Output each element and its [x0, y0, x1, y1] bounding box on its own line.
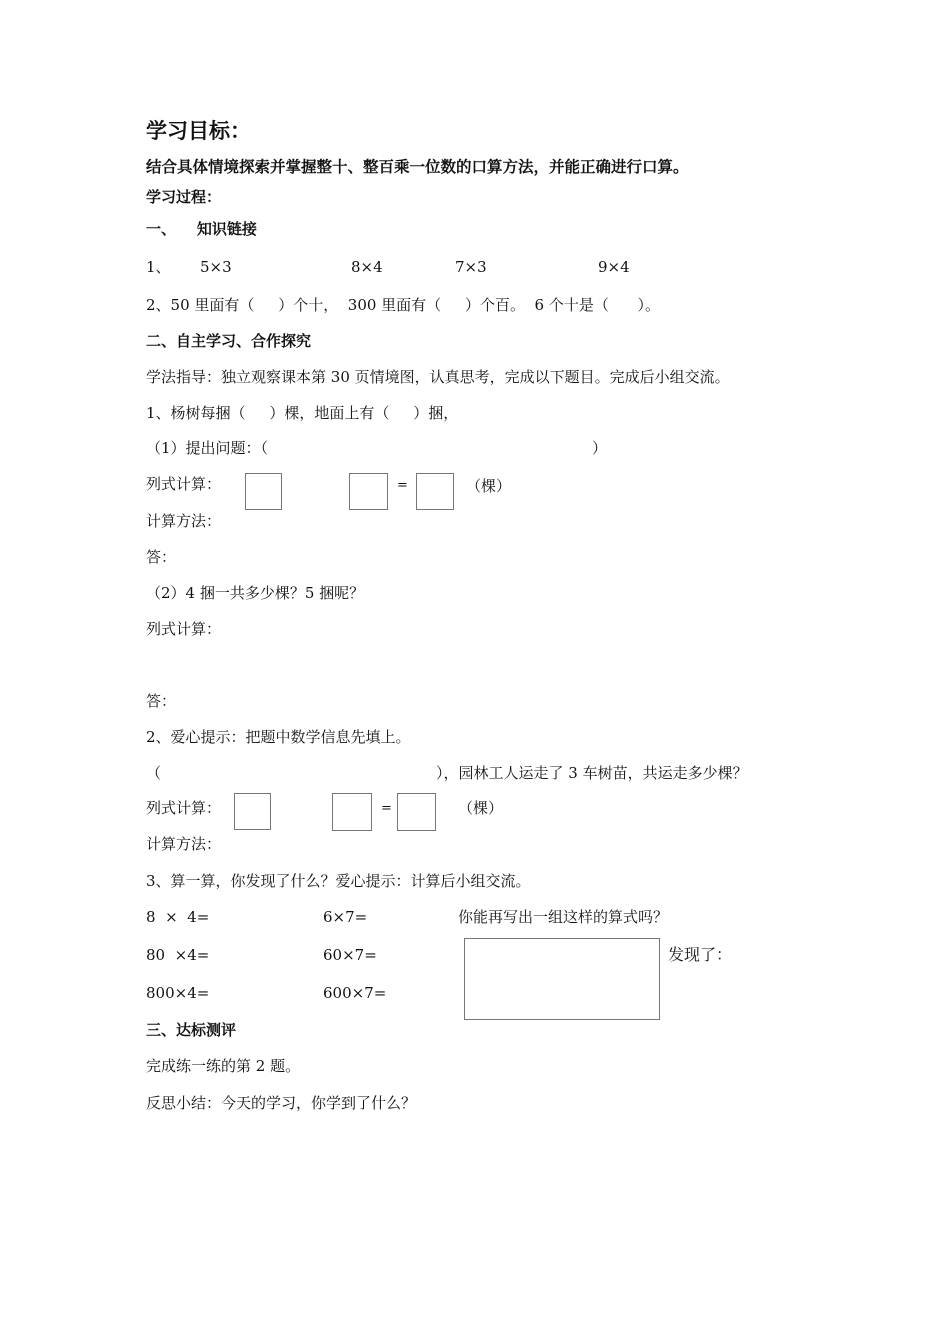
- found-label: 发现了：: [668, 945, 733, 964]
- write-prompt: 你能再写出一组这样的算式吗？: [458, 908, 669, 926]
- q1-item: 9×4: [598, 258, 630, 276]
- problem2-intro: 2、爱心提示：把题中数学信息先填上。: [146, 728, 411, 746]
- problem2-text: ），园林工人运走了 3 车树苗，共运走多少棵？: [436, 764, 748, 782]
- problem3-intro: 3、算一算，你发现了什么？爱心提示：计算后小组交流。: [146, 872, 531, 890]
- reflection-prompt: 反思小结：今天的学习，你学到了什么？: [146, 1094, 417, 1112]
- answer-box[interactable]: [397, 793, 436, 831]
- calc-label: 列式计算：: [146, 620, 222, 638]
- calc-item: 6×7=: [323, 908, 368, 926]
- answer-box[interactable]: [416, 473, 454, 510]
- answer-box[interactable]: [332, 793, 372, 831]
- calc-item: 800×4=: [146, 984, 210, 1002]
- calc-item: 600×7=: [323, 984, 387, 1002]
- equals-sign: =: [397, 478, 408, 493]
- problem1-question1: （1）提出问题：（: [146, 439, 269, 457]
- unit-label: （棵）: [458, 799, 504, 817]
- section3-heading: 三、达标测评: [146, 1021, 237, 1039]
- answer-box[interactable]: [349, 473, 388, 510]
- q1-item: 5×3: [200, 258, 232, 276]
- q1-item: 7×3: [455, 258, 487, 276]
- practice-task: 完成练一练的第 2 题。: [146, 1057, 301, 1075]
- answer-box[interactable]: [234, 793, 271, 830]
- q1-item: 8×4: [351, 258, 383, 276]
- calc-label: 列式计算：: [146, 475, 222, 493]
- answer-label: 答：: [146, 548, 177, 566]
- calc-item: 60×7=: [323, 946, 377, 964]
- learning-objective: 结合具体情境探索并掌握整十、整百乘一位数的口算方法，并能正确进行口算。: [146, 158, 689, 176]
- method-label: 计算方法：: [146, 835, 222, 853]
- section2-heading: 二、自主学习、合作探究: [146, 332, 312, 350]
- process-heading: 学习过程：: [146, 188, 222, 206]
- q1-label: 1、: [146, 258, 171, 276]
- calc-label: 列式计算：: [146, 799, 222, 817]
- unit-label: （棵）: [466, 477, 512, 495]
- q2-text: 2、50 里面有（ ）个十， 300 里面有（ ）个百。 6 个十是（ ）。: [146, 296, 660, 314]
- equals-sign: =: [381, 801, 392, 816]
- write-box[interactable]: [464, 938, 660, 1020]
- problem1-question2: （2）4 捆一共多少棵？5 捆呢？: [146, 584, 365, 602]
- answer-label: 答：: [146, 692, 177, 710]
- calc-item: 8 × 4=: [146, 908, 210, 926]
- study-guide: 学法指导：独立观察课本第 30 页情境图，认真思考，完成以下题目。完成后小组交流。: [146, 368, 730, 386]
- calc-item: 80 ×4=: [146, 946, 210, 964]
- page-title: 学习目标：: [146, 119, 251, 143]
- method-label: 计算方法：: [146, 512, 222, 530]
- answer-box[interactable]: [245, 473, 282, 510]
- problem2-open: （: [146, 764, 162, 782]
- section1-heading: 一、 知识链接: [146, 220, 257, 238]
- problem1-question1-close: ）: [592, 439, 608, 457]
- problem1-intro: 1、杨树每捆（ ）棵，地面上有（ ）捆，: [146, 404, 459, 422]
